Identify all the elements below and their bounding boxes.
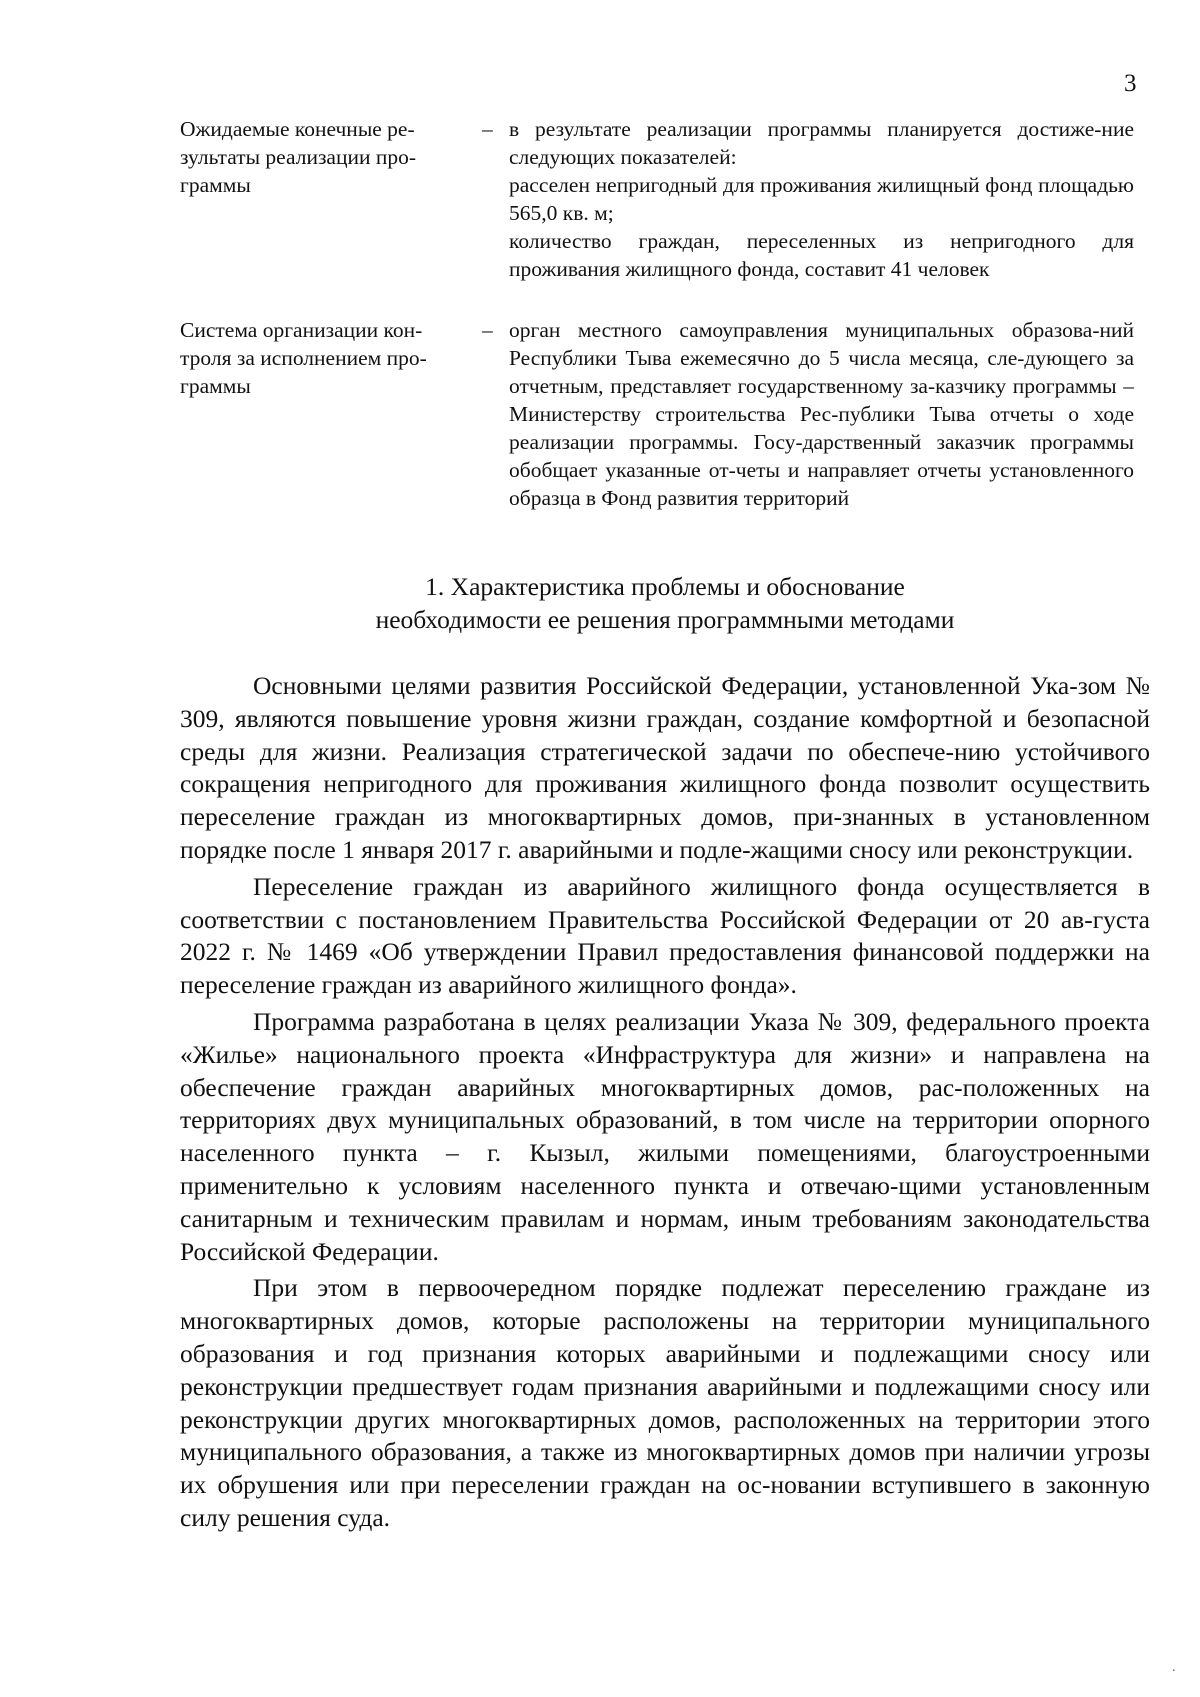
results-line: количество граждан, переселенных из непригодного для проживания жилищного фонда, составит 41 человек [509,229,1134,281]
body-paragraph: Переселение граждан из аварийного жилищного фонда осуществляется в соответствии с постановлением Правительства Российской Федерации от 20 ав-густа 2022 г. № 1469 «Об утверждении Правил предоставления финансовой поддержки на переселение граждан из аварийного жилищного фонда». [180,871,1150,1000]
body-paragraph: Основными целями развития Российской Федерации, установленной Ука-зом № 309, являются повышение уровня жизни граждан, создание комфортной и безопасной среды для жизни. Реализация стратегической задачи по обеспече-нию устойчивого сокращения непригодного для проживания жилищного фонда позволит осуществить переселение граждан из многоквартирных домов, при-знанных в установленном порядке после 1 января 2017 г. аварийными и подле-жащими сносу или реконструкции. [180,671,1150,864]
body-paragraph: Программа разработана в целях реализации Указа № 309, федерального проекта «Жилье» национального проекта «Инфраструктура для жизни» и направлена на обеспечение граждан аварийных многоквартирных домов, рас-положенных на территориях двух муниципальных образований, в том числе на территории опорного населенного пункта – г. Кызыл, жилыми помещениями, благоустроенными применительно к условиям населенного пункта и отвечаю-щими установленным санитарным и техническим правилам и нормам, иным требованиям законодательства Российской Федерации. [180,1006,1150,1266]
page-number: 3 [1124,70,1137,97]
row-dash: – [482,318,493,342]
control-text: орган местного самоуправления муниципальных образова-ний Республики Тыва ежемесячно до 5 числа месяца, сле-дующего за отчетным, представляет государственному за-казчику программы – Министерству строительства Рес-публики Тыва отчеты о ходе реализации программы. Госу-дарственный заказчик программы обобщает указанные от-четы и направляет отчеты установленного образца в Фонд развития территорий [509,318,1134,510]
section-heading-line-2: необходимости ее решения программными методами [375,605,955,634]
results-line: расселен непригодный для проживания жилищный фонд площадью 565,0 кв. м; [509,173,1134,225]
results-line: в результате реализации программы планируется достиже-ние следующих показателей: [509,117,1134,169]
row-label-control-system: Система организации кон- троля за исполнением про- граммы [180,318,427,398]
row-value-control-system [509,316,1134,512]
section-heading [180,570,1150,636]
row-dash: – [482,117,493,141]
section-body [180,670,1150,1539]
scan-mark: . [1172,1660,1176,1675]
section-heading-line-1: 1. Характеристика проблемы и обоснование [425,572,905,601]
passport-row-control-system [180,316,1150,512]
body-paragraph: При этом в первоочередном порядке подлежат переселению граждане из многоквартирных домов, которые расположены на территории муниципального образования и год признания которых аварийными и подлежащими сносу или реконструкции предшествует годам признания аварийными и подлежащими сносу или реконструкции других многоквартирных домов, расположенных на территории этого муниципального образования, а также из многоквартирных домов при наличии угрозы их обрушения или при переселении граждан на ос-новании вступившего в законную силу решения суда. [180,1273,1150,1532]
program-passport-table [180,115,1150,512]
row-value-expected-results [509,115,1134,283]
row-label-expected-results: Ожидаемые конечные ре- зультаты реализации про- граммы [180,117,417,197]
passport-row-expected-results [180,115,1150,283]
